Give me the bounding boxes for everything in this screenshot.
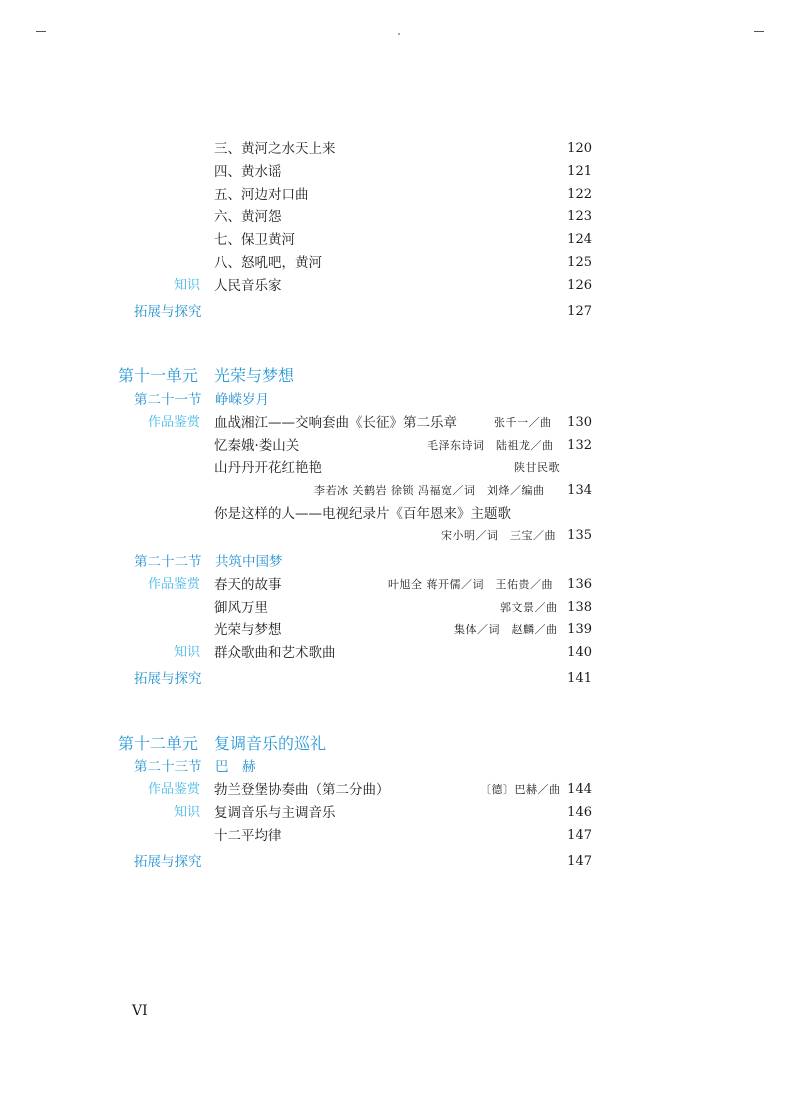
unit-heading[interactable] [0,731,800,757]
toc-entry[interactable] [0,275,800,297]
entry-title: 山丹丹开花红艳艳 [214,460,322,476]
entry-title: 光荣与梦想 [214,622,282,638]
entry-credit: 郭文景／曲 [500,601,558,614]
knowledge-label: 知识 [174,278,201,293]
knowledge-label: 知识 [174,805,201,820]
entry-page: 122 [567,187,592,202]
section-heading[interactable] [0,756,800,778]
toc-entry[interactable] [0,252,800,274]
entry-page: 132 [567,438,592,453]
toc-entry-continued [0,480,800,502]
appreciation-label: 作品鉴赏 [148,577,201,592]
explore-label: 拓展与探究 [134,671,202,687]
entry-page: 126 [567,278,592,293]
toc-entry[interactable] [0,503,800,525]
entry-title: 人民音乐家 [214,278,282,294]
toc-entry[interactable] [0,412,800,434]
entry-credit: 陕甘民歌 [514,461,560,474]
entry-credit: 宋小明／词 三宝／曲 [441,529,556,542]
toc-entry[interactable] [0,779,800,801]
toc-entry[interactable] [0,642,800,664]
entry-page: 123 [567,209,592,224]
entry-title: 三、黄河之水天上来 [214,141,336,157]
entry-title: 四、黄水谣 [214,164,282,180]
entry-page: 141 [567,671,592,686]
entry-credit: 毛泽东诗词 陆祖龙／曲 [427,439,554,452]
entry-page: 140 [567,645,592,660]
entry-page: 136 [567,577,592,592]
unit-heading[interactable] [0,363,800,389]
toc-entry[interactable] [0,457,800,479]
entry-title: 五、河边对口曲 [214,187,309,203]
crop-mark-right [754,31,764,32]
entry-page: 147 [567,828,592,843]
entry-credit: 〔德〕巴赫／曲 [480,783,561,796]
entry-page: 146 [567,805,592,820]
entry-title: 勃兰登堡协奏曲（第二分曲） [214,782,390,798]
section-title: 第二十二节 共筑中国梦 [134,554,283,570]
page-number: VI [132,1003,148,1019]
entry-title: 十二平均律 [214,828,282,844]
toc-entry[interactable] [0,574,800,596]
entry-title: 忆秦娥·娄山关 [214,438,300,454]
toc-entry[interactable] [0,184,800,206]
entry-title: 七、保卫黄河 [214,232,295,248]
toc-entry[interactable] [0,851,800,873]
entry-page: 127 [567,304,592,319]
toc-entry[interactable] [0,668,800,690]
entry-page: 121 [567,164,592,179]
center-mark [398,33,400,35]
explore-label: 拓展与探究 [134,304,202,320]
entry-page: 138 [567,600,592,615]
appreciation-label: 作品鉴赏 [148,415,201,430]
toc-entry[interactable] [0,206,800,228]
toc-entry[interactable] [0,825,800,847]
toc-entry[interactable] [0,229,800,251]
entry-page: 124 [567,232,592,247]
entry-page: 144 [567,782,592,797]
entry-credit: 李若冰 关鹤岩 徐锁 冯福宽／词 刘烽／编曲 [314,484,545,497]
toc-entry[interactable] [0,301,800,323]
explore-label: 拓展与探究 [134,854,202,870]
toc-entry[interactable] [0,138,800,160]
entry-title: 御风万里 [214,600,268,616]
entry-title: 你是这样的人——电视纪录片《百年恩来》主题歌 [214,506,511,522]
knowledge-label: 知识 [174,645,201,660]
entry-page: 134 [567,483,592,498]
entry-title: 群众歌曲和艺术歌曲 [214,645,336,661]
entry-title: 复调音乐与主调音乐 [214,805,336,821]
entry-title: 八、怒吼吧，黄河 [214,255,322,271]
section-title: 第二十一节 峥嵘岁月 [134,392,269,408]
entry-page: 135 [567,528,592,543]
entry-title: 春天的故事 [214,577,282,593]
entry-page: 139 [567,622,592,637]
section-heading[interactable] [0,551,800,573]
section-title: 第二十三节 巴 赫 [134,759,256,775]
entry-credit: 集体／词 赵麟／曲 [454,623,558,636]
toc-entry[interactable] [0,619,800,641]
unit-title: 第十二单元 复调音乐的巡礼 [118,734,327,753]
entry-credit: 叶旭全 蒋开儒／词 王佑贵／曲 [388,578,553,591]
entry-title: 六、黄河怨 [214,209,282,225]
toc-entry[interactable] [0,802,800,824]
toc-entry[interactable] [0,435,800,457]
toc-entry-continued [0,525,800,547]
entry-page: 120 [567,141,592,156]
section-heading[interactable] [0,389,800,411]
toc-entry[interactable] [0,597,800,619]
entry-credit: 张千一／曲 [494,416,552,429]
crop-mark-left [36,31,46,32]
entry-page: 125 [567,255,592,270]
entry-title: 血战湘江——交响套曲《长征》第二乐章 [214,415,457,431]
toc-entry[interactable] [0,161,800,183]
entry-page: 147 [567,854,592,869]
unit-title: 第十一单元 光荣与梦想 [118,366,295,385]
entry-page: 130 [567,415,592,430]
appreciation-label: 作品鉴赏 [148,782,201,797]
